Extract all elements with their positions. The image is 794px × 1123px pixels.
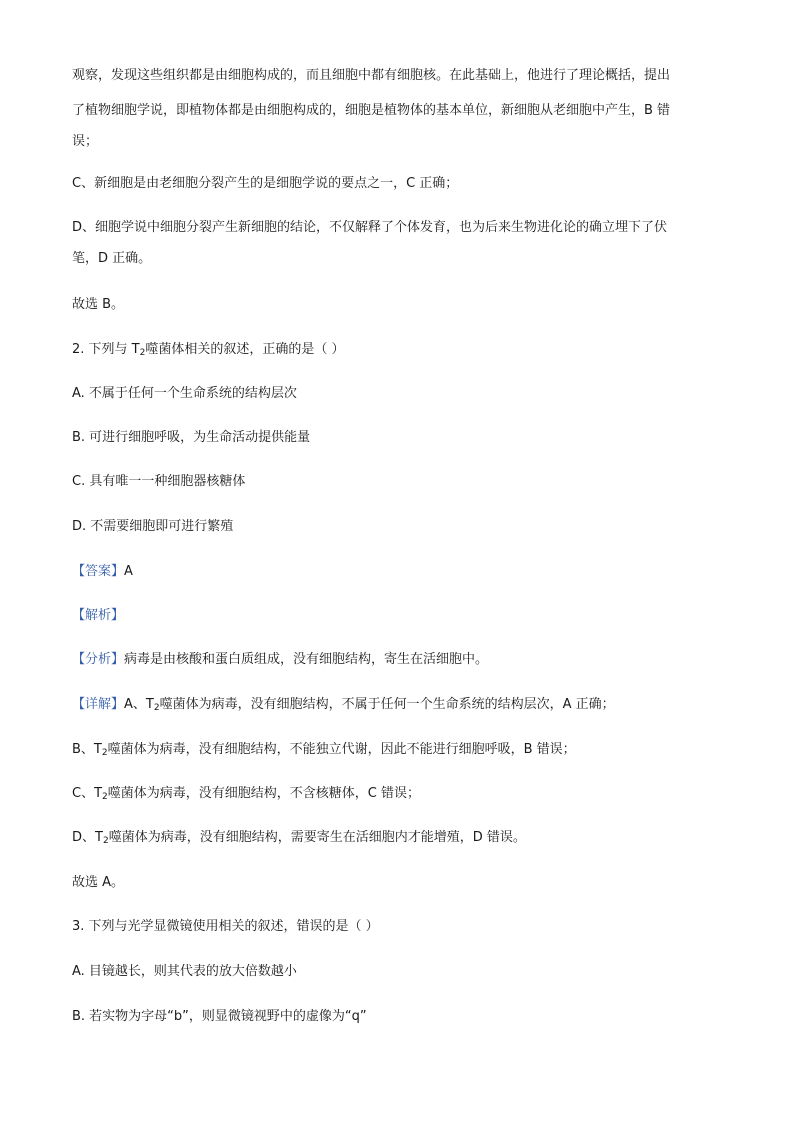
paragraph-line: 笔，D 正确。	[72, 251, 152, 266]
paragraph-line: 了植物细胞学说，即植物体都是由细胞构成的，细胞是植物体的基本单位，新细胞从老细胞中产生，B 错	[72, 103, 671, 118]
detail-a-suffix: 噬菌体为病毒，没有细胞结构，不属于任何一个生命系统的结构层次，A 正确；	[159, 697, 615, 712]
subscript: 2	[102, 836, 109, 846]
subscript: 2	[102, 792, 108, 802]
subscript: 2	[101, 748, 108, 758]
paragraph-line: C、新细胞是由老细胞分裂产生的是细胞学说的要点之一，C 正确；	[72, 176, 459, 191]
option-b: B. 若实物为字母“b”，则显微镜视野中的虚像为“q”	[72, 1009, 367, 1024]
analysis-tag: 【解析】	[72, 608, 125, 623]
paragraph-line: D、细胞学说中细胞分裂产生新细胞的结论，不仅解释了个体发育，也为后来生物进化论的确立埋下了伏	[72, 220, 668, 235]
question-2-stem-suffix: 噬菌体相关的叙述，正确的是（ ）	[145, 342, 345, 357]
subscript: 2	[153, 703, 160, 713]
answer-tag: 【答案】	[72, 564, 125, 579]
detail-line-b	[72, 741, 576, 759]
option-b: B. 可进行细胞呼吸，为生命活动提供能量	[72, 430, 311, 445]
fenxi-line	[72, 651, 488, 669]
detail-c-prefix: C、T	[72, 786, 103, 801]
question-2-stem-prefix: 2. 下列与 T	[72, 342, 140, 357]
subscript: 2	[139, 348, 146, 358]
option-d: D. 不需要细胞即可进行繁殖	[72, 519, 234, 534]
detail-b-prefix: B、T	[72, 742, 102, 757]
detail-line-d	[72, 829, 526, 847]
paragraph-line: 观察，发现这些组织都是由细胞构成的，而且细胞中都有细胞核。在此基础上，他进行了理论概括，提出	[72, 68, 671, 83]
question-3-stem: 3. 下列与光学显微镜使用相关的叙述，错误的是（ ）	[72, 919, 379, 934]
detail-c-suffix: 噬菌体为病毒，没有细胞结构，不含核糖体，C 错误；	[107, 786, 420, 801]
choose-line: 故选 A。	[72, 875, 125, 890]
detail-line-a	[72, 696, 615, 714]
detail-b-suffix: 噬菌体为病毒，没有细胞结构，不能独立代谢，因此不能进行细胞呼吸，B 错误；	[107, 742, 576, 757]
detail-d-prefix: D、T	[72, 830, 103, 845]
detail-d-suffix: 噬菌体为病毒，没有细胞结构，需要寄生在活细胞内才能增殖，D 错误。	[108, 830, 526, 845]
detail-line-c	[72, 785, 420, 803]
question-2-stem	[72, 341, 344, 359]
answer-line	[72, 563, 133, 581]
choose-line: 故选 B。	[72, 297, 125, 312]
option-a: A. 目镜越长，则其代表的放大倍数越小	[72, 964, 297, 979]
fenxi-text: 病毒是由核酸和蛋白质组成，没有细胞结构，寄生在活细胞中。	[124, 652, 489, 667]
option-a: A. 不属于任何一个生命系统的结构层次	[72, 386, 297, 401]
option-c: C. 具有唯一一种细胞器核糖体	[72, 474, 246, 489]
detail-a-prefix: A、T	[124, 697, 154, 712]
fenxi-tag: 【分析】	[72, 652, 125, 667]
detail-tag: 【详解】	[72, 697, 125, 712]
answer-value: A	[124, 564, 133, 579]
paragraph-line: 误；	[72, 134, 99, 149]
